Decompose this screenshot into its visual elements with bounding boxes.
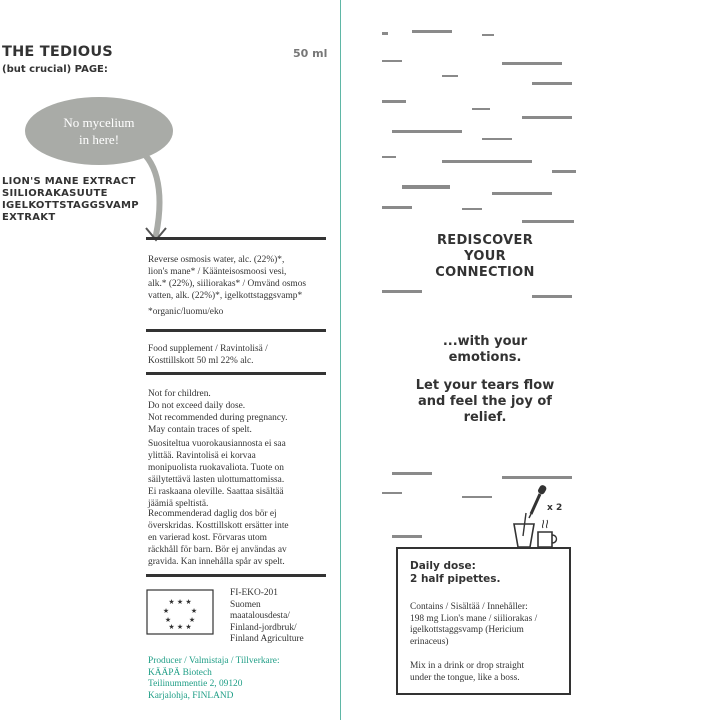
supplement-text bbox=[148, 343, 328, 367]
usage-line: Mix in a drink or drop straight bbox=[410, 661, 525, 671]
eu-organic-leaf-icon bbox=[146, 589, 214, 635]
warning-line: Not for children. bbox=[148, 389, 211, 399]
svg-text:★: ★ bbox=[190, 607, 198, 615]
producer-line: Producer / Valmistaja / Tillverkare: bbox=[148, 656, 280, 666]
ingredients-line: Reverse osmosis water, alc. (22%)*, bbox=[148, 255, 285, 265]
tears-text bbox=[400, 378, 570, 426]
ingredients-line: alk.* (22%), siiliorakas* / Omvänd osmos bbox=[148, 279, 307, 289]
headline-line: REDISCOVER bbox=[436, 233, 534, 248]
supplement-line: Food supplement / Ravintolisä / bbox=[148, 344, 268, 354]
dose-title-line: 2 half pipettes. bbox=[410, 573, 501, 585]
divider-rule bbox=[146, 574, 326, 577]
warnings-finnish bbox=[148, 438, 328, 510]
warnings-swedish bbox=[148, 508, 328, 568]
producer-line: Karjalohja, FINLAND bbox=[148, 690, 234, 701]
contains-line: igelkottstaggsvamp (Hericium bbox=[410, 625, 524, 635]
warning-line: Ei raskaana oleville. Saattaa sisältää bbox=[148, 487, 284, 497]
svg-text:★: ★ bbox=[188, 616, 196, 624]
emotions-line: ...with your bbox=[442, 334, 528, 349]
certification-line: Finland-jordbruk/ bbox=[230, 622, 297, 633]
ingredients-text bbox=[148, 254, 328, 302]
contains-line: 198 mg Lion's mane / siiliorakas / bbox=[410, 613, 538, 624]
producer-line: KÄÄPÄ Biotech bbox=[148, 667, 212, 678]
product-names bbox=[2, 176, 139, 224]
headline-line: CONNECTION bbox=[435, 265, 535, 280]
warnings-english bbox=[148, 388, 328, 436]
headline-line: YOUR bbox=[464, 249, 506, 264]
tears-line: and feel the joy of bbox=[418, 394, 552, 409]
ingredients-line: lion's mane* / Käänteisosmoosi vesi, bbox=[148, 267, 287, 277]
certification-line: Suomen bbox=[230, 599, 261, 610]
warning-line: jäämiä speltistä. bbox=[148, 499, 209, 509]
svg-text:★ ★ ★: ★ ★ ★ bbox=[168, 598, 192, 606]
certification-text bbox=[230, 588, 304, 646]
product-name: IGELKOTTSTAGGSVAMP bbox=[2, 200, 139, 211]
tears-line: Let your tears flow bbox=[415, 378, 555, 393]
contains-line: Contains / Sisältää / Innehåller: bbox=[410, 602, 528, 612]
usage-text bbox=[410, 661, 524, 684]
warning-line: Not recommended during pregnancy. bbox=[148, 413, 288, 423]
speech-bubble-text bbox=[34, 114, 164, 148]
daily-dose-title bbox=[410, 560, 501, 586]
warning-line: en varierad kost. Förvaras utom bbox=[148, 533, 267, 543]
label-title: THE TEDIOUS bbox=[2, 44, 113, 60]
divider-rule bbox=[146, 237, 326, 240]
svg-text:★: ★ bbox=[164, 616, 172, 624]
svg-text:★: ★ bbox=[162, 607, 170, 615]
warning-line: May contain traces of spelt. bbox=[148, 425, 252, 435]
warning-line: säilytettävä lasten ulottumattomissa. bbox=[148, 475, 285, 485]
product-name: LION'S MANE EXTRACT bbox=[2, 176, 136, 187]
emotions-text bbox=[400, 334, 570, 366]
supplement-line: Kosttillskott 50 ml 22% alc. bbox=[148, 356, 254, 366]
warning-line: överskridas. Kosttillskott ersätter inte bbox=[148, 521, 289, 531]
svg-text:★ ★ ★: ★ ★ ★ bbox=[168, 623, 192, 631]
ingredients-line: vatten, alk. (22%)*, igelkottstaggsvamp* bbox=[148, 291, 303, 301]
contains-line: erinaceus) bbox=[410, 636, 449, 647]
contains-text bbox=[410, 602, 537, 648]
producer-line: Teilinummentie 2, 09120 bbox=[148, 679, 243, 689]
pipette-count: x 2 bbox=[547, 503, 563, 513]
organic-note: *organic/luomu/eko bbox=[148, 307, 224, 317]
warning-line: räckhåll för barn. Bör ej användas av bbox=[148, 545, 287, 555]
panel-divider bbox=[340, 0, 341, 720]
bubble-line: No mycelium bbox=[63, 115, 135, 130]
product-name: SIILIORAKASUUTE bbox=[2, 188, 108, 199]
tears-line: relief. bbox=[463, 410, 507, 425]
certification-line: maatalousdesta/ bbox=[230, 611, 290, 621]
divider-rule bbox=[146, 372, 326, 375]
warning-line: Do not exceed daily dose. bbox=[148, 401, 246, 411]
product-name: EXTRAKT bbox=[2, 212, 56, 223]
warning-line: ylittää. Ravintolisä ei korvaa bbox=[148, 451, 256, 461]
certification-line: FI-EKO-201 bbox=[230, 588, 278, 598]
emotions-line: emotions. bbox=[448, 350, 522, 365]
warning-line: gravida. Kan innehålla spår av spelt. bbox=[148, 557, 285, 567]
usage-line: under the tongue, like a boss. bbox=[410, 672, 520, 683]
rediscover-headline bbox=[400, 233, 570, 281]
divider-rule bbox=[146, 329, 326, 332]
warning-line: Suositeltua vuorokausiannosta ei saa bbox=[148, 439, 286, 449]
bubble-line: in here! bbox=[78, 132, 120, 147]
dose-title-line: Daily dose: bbox=[410, 560, 476, 572]
warning-line: Recommenderad daglig dos bör ej bbox=[148, 509, 277, 519]
label-subtitle: (but crucial) PAGE: bbox=[2, 64, 108, 75]
volume-label: 50 ml bbox=[293, 47, 328, 60]
producer-info bbox=[148, 656, 280, 702]
warning-line: monipuolista ruokavaliota. Tuote on bbox=[148, 463, 284, 473]
certification-line: Finland Agriculture bbox=[230, 634, 304, 644]
drink-glass-and-mug-icon bbox=[510, 510, 560, 548]
